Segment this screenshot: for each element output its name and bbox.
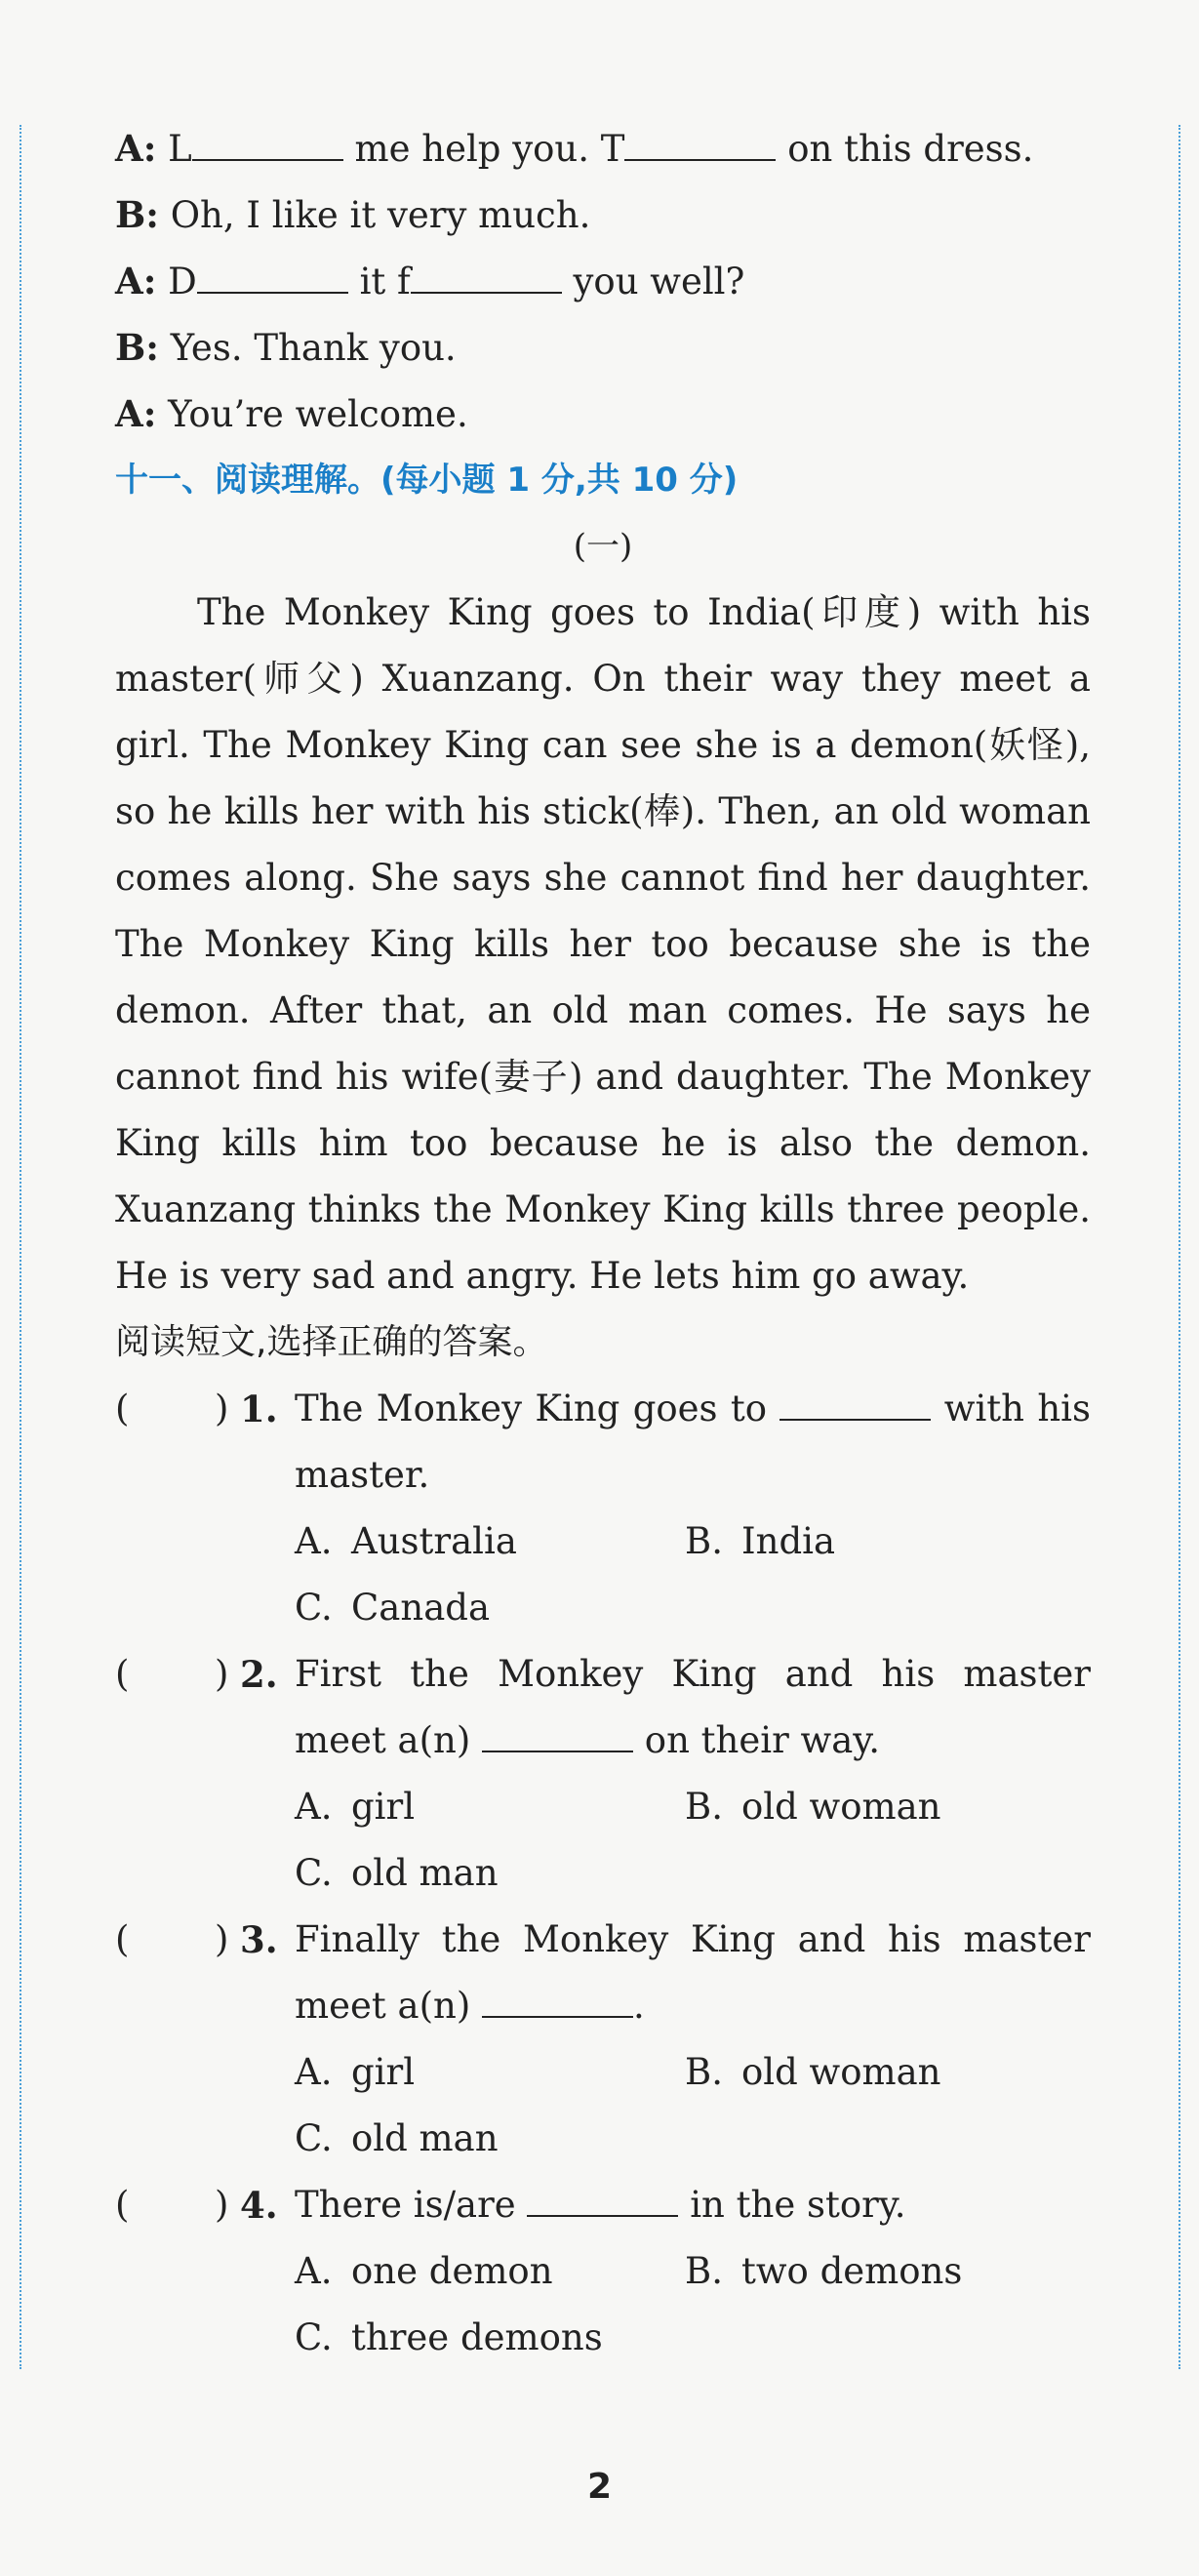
question-number: 1.: [240, 1388, 278, 1430]
option-b[interactable]: B. old woman: [685, 2051, 941, 2093]
dialogue-text: you well?: [561, 261, 745, 302]
dialogue-text: me help you. T: [342, 128, 625, 170]
question-list: [115, 1376, 1091, 2371]
dialogue: [115, 115, 1091, 447]
reading-passage: The Monkey King goes to India(印度) with his master(师父) Xuanzang. On their way they meet a girl. The Monkey King can see she is a demon(妖怪), so he kills her with his stick(棒). Then, an old woman comes along. She says she cannot find her daughter. The Monkey King kills her too because she is the demon. After that, an old man comes. He says he cannot find his wife(妻子) and daughter. The Monkey King kills him too because he is also the demon. Xuanzang thinks the Monkey King kills three people. He is very sad and angry. He lets him go away.: [115, 591, 1091, 1297]
answer-blank[interactable]: [624, 130, 776, 161]
option-a[interactable]: A. girl: [295, 2051, 416, 2093]
dialogue-line: B: Yes. Thank you.: [115, 326, 457, 369]
answer-blank[interactable]: [411, 262, 562, 294]
option-list: [295, 2039, 1091, 2172]
dialogue-line: A: You’re welcome.: [115, 392, 468, 435]
page-number: 2: [586, 2467, 613, 2507]
dialogue-text: You’re welcome.: [168, 393, 468, 435]
question-number: 2.: [240, 1653, 278, 1696]
dialogue-text: it f: [347, 261, 411, 302]
option-c[interactable]: C. three demons: [295, 2316, 603, 2358]
instruction: 阅读短文,选择正确的答案。: [115, 1322, 548, 1362]
option-list: [295, 2238, 1091, 2371]
speaker-label: A: [115, 127, 143, 170]
left-dotted-border: [20, 125, 21, 2369]
section-subtitle: (一): [573, 527, 633, 566]
dialogue-line: A: D it f you well?: [115, 260, 745, 302]
worksheet-content: [115, 115, 1091, 2371]
question-stem: There is/are in the story.: [295, 2184, 906, 2226]
section-title: 十一、阅读理解。(每小题 1 分,共 10 分): [115, 461, 739, 500]
right-dotted-border: [1179, 125, 1180, 2369]
option-c[interactable]: C. Canada: [295, 1587, 491, 1629]
option-b[interactable]: B. India: [685, 1520, 836, 1562]
dialogue-text: L: [168, 128, 192, 170]
option-list: [295, 1509, 1091, 1641]
option-a[interactable]: A. Australia: [295, 1520, 517, 1562]
question-number: 3.: [240, 1918, 278, 1961]
option-c[interactable]: C. old man: [295, 1852, 499, 1894]
question-item: ( ) 4. There is/are in the story. A. one demon B. two demons C. three demons: [115, 2172, 1091, 2371]
option-c[interactable]: C. old man: [295, 2117, 499, 2159]
question-item: ( ) 1. The Monkey King goes to with his master. A. Australia B. India C. Canada: [115, 1376, 1091, 1641]
speaker-label: B: [115, 326, 146, 369]
question-stem: The Monkey King goes to with his master.: [295, 1388, 1091, 1496]
dialogue-line: A: L me help you. T on this dress.: [115, 127, 1034, 170]
option-list: [295, 1774, 1091, 1907]
option-a[interactable]: A. one demon: [295, 2250, 553, 2292]
option-b[interactable]: B. two demons: [685, 2250, 963, 2292]
answer-blank[interactable]: [779, 1389, 931, 1421]
answer-blank[interactable]: [197, 262, 348, 294]
question-item: ( ) 2. First the Monkey King and his master meet a(n) on their way. A. girl B. old woman C. old man: [115, 1641, 1091, 1907]
option-b[interactable]: B. old woman: [685, 1786, 941, 1828]
dialogue-text: Yes. Thank you.: [170, 327, 457, 369]
answer-blank[interactable]: [482, 1721, 633, 1752]
question-stem: First the Monkey King and his master meet a(n) on their way.: [295, 1653, 1091, 1761]
speaker-label: B: [115, 193, 146, 236]
dialogue-line: B: Oh, I like it very much.: [115, 193, 591, 236]
speaker-label: A: [115, 260, 143, 302]
dialogue-text: D: [168, 261, 197, 302]
option-a[interactable]: A. girl: [295, 1786, 416, 1828]
question-stem: Finally the Monkey King and his master meet a(n) .: [295, 1918, 1091, 2027]
dialogue-text: Oh, I like it very much.: [170, 194, 591, 236]
answer-blank[interactable]: [482, 1987, 633, 2018]
dialogue-text: on this dress.: [776, 128, 1034, 170]
answer-blank[interactable]: [192, 130, 343, 161]
speaker-label: A: [115, 392, 143, 435]
answer-blank[interactable]: [527, 2186, 678, 2217]
question-number: 4.: [240, 2184, 278, 2227]
question-item: ( ) 3. Finally the Monkey King and his master meet a(n) . A. girl B. old woman C. old man: [115, 1907, 1091, 2172]
